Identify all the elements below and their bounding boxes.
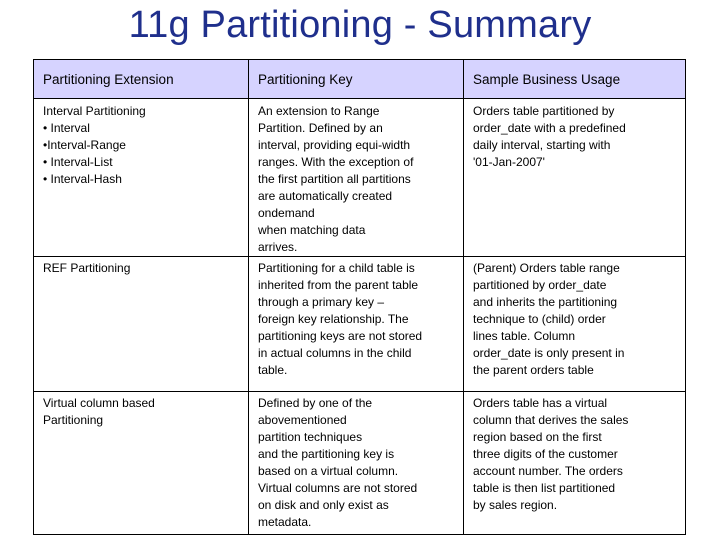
usage-line: by sales region. [473, 498, 558, 512]
usage-line: daily interval, starting with [473, 138, 611, 152]
key-line: when matching data [258, 223, 366, 237]
usage-line: partitioned by order_date [473, 278, 607, 292]
interval-usage-cell [464, 99, 686, 257]
usage-line: '01-Jan-2007' [473, 155, 545, 169]
key-line: abovementioned [258, 413, 347, 427]
key-line: Partitioning for a child table is [258, 261, 415, 275]
key-line: interval, providing equi-width [258, 138, 411, 152]
usage-line: Orders table partitioned by [473, 104, 615, 118]
ref-usage-cell [464, 257, 686, 392]
usage-line: order_date with a predefined [473, 121, 626, 135]
usage-line: technique to (child) order [473, 312, 606, 326]
usage-line: account number. The orders [473, 464, 623, 478]
table-row [34, 392, 686, 535]
table-header-row [34, 60, 686, 99]
key-line: are automatically created [258, 189, 393, 203]
interval-partitioning-cell [34, 99, 249, 257]
key-line: metadata. [258, 515, 312, 529]
extension-line: • Interval [43, 121, 90, 135]
usage-line: three digits of the customer [473, 447, 618, 461]
key-line: ranges. With the exception of [258, 155, 414, 169]
extension-line: • Interval-Hash [43, 172, 122, 186]
key-line: ondemand [258, 206, 315, 220]
key-line: partitioning keys are not stored [258, 329, 423, 343]
extension-line: Partitioning [43, 413, 104, 427]
slide-title: 11g Partitioning - Summary [128, 4, 592, 46]
usage-line: region based on the first [473, 430, 602, 444]
extension-line: REF Partitioning [43, 261, 131, 275]
key-line: in actual columns in the child [258, 346, 412, 360]
usage-line: column that derives the sales [473, 413, 629, 427]
header-partitioning-key: Partitioning Key [249, 60, 464, 99]
key-line: through a primary key – [258, 295, 385, 309]
key-line: arrives. [258, 240, 298, 254]
usage-line: (Parent) Orders table range [473, 261, 620, 275]
key-line: Defined by one of the [258, 396, 373, 410]
key-line: and the partitioning key is [258, 447, 395, 461]
extension-line: Virtual column based [43, 396, 155, 410]
table-row [34, 257, 686, 392]
key-line: the first partition all partitions [258, 172, 411, 186]
usage-line: and inherits the partitioning [473, 295, 618, 309]
usage-line: lines table. Column [473, 329, 576, 343]
virtual-column-partitioning-cell [34, 392, 249, 535]
virtual-usage-cell [464, 392, 686, 535]
usage-line: the parent orders table [473, 363, 594, 377]
usage-line: table is then list partitioned [473, 481, 616, 495]
key-line: partition techniques [258, 430, 363, 444]
interval-key-cell [249, 99, 464, 257]
key-line: on disk and only exist as [258, 498, 389, 512]
usage-line: order_date is only present in [473, 346, 625, 360]
extension-line: Interval Partitioning [43, 104, 146, 118]
key-line: Partition. Defined by an [258, 121, 383, 135]
key-line: foreign key relationship. The [258, 312, 409, 326]
header-partitioning-extension: Partitioning Extension [34, 60, 249, 99]
key-line: An extension to Range [258, 104, 380, 118]
extension-line: •Interval-Range [43, 138, 126, 152]
extension-line: • Interval-List [43, 155, 113, 169]
table-row [34, 99, 686, 257]
summary-table [33, 59, 686, 535]
ref-partitioning-cell [34, 257, 249, 392]
key-line: inherited from the parent table [258, 278, 419, 292]
key-line: Virtual columns are not stored [258, 481, 418, 495]
key-line: table. [258, 363, 288, 377]
usage-line: Orders table has a virtual [473, 396, 608, 410]
ref-key-cell [249, 257, 464, 392]
key-line: based on a virtual column. [258, 464, 399, 478]
header-sample-business-usage: Sample Business Usage [464, 60, 686, 99]
virtual-key-cell [249, 392, 464, 535]
